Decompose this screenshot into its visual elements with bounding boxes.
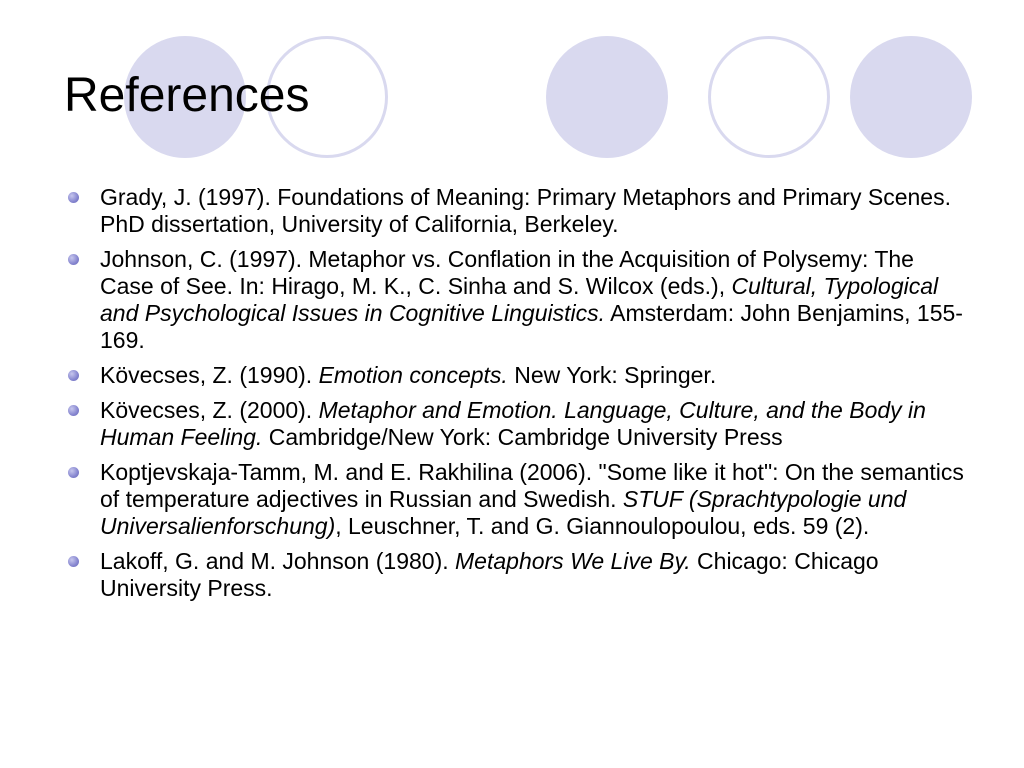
- reference-item: [68, 184, 968, 238]
- reference-item: [68, 459, 968, 540]
- decorative-circle-5: [850, 36, 972, 158]
- reference-item: [68, 362, 968, 389]
- bullet-icon: [68, 370, 79, 381]
- slide-title: References: [64, 69, 310, 122]
- reference-italic-segment: STUF (Sprachtypologie und Universalienforschung): [100, 486, 907, 539]
- bullet-icon: [68, 254, 79, 265]
- bullet-icon: [68, 192, 79, 203]
- reference-segment: New York: Springer.: [507, 362, 717, 388]
- reference-text: [100, 459, 964, 539]
- reference-italic-segment: Metaphors We Live By.: [455, 548, 691, 574]
- bullet-icon: [68, 467, 79, 478]
- reference-segment: Grady, J. (1997). Foundations of Meaning: Primary Metaphors and Primary Scenes. PhD dissertation, University of California, Berkeley.: [100, 184, 951, 237]
- decorative-circle-4: [708, 36, 830, 158]
- reference-list: [68, 184, 968, 610]
- reference-italic-segment: Cultural, Typological and Psychological Issues in Cognitive Linguistics.: [100, 273, 939, 326]
- reference-text: [100, 184, 951, 237]
- bullet-icon: [68, 556, 79, 567]
- reference-segment: , Leuschner, T. and G. Giannoulopoulou, eds. 59 (2).: [335, 513, 870, 539]
- reference-segment: Amsterdam: John Benjamins, 155-169.: [100, 300, 963, 353]
- reference-item: [68, 397, 968, 451]
- reference-segment: Cambridge/New York: Cambridge University Press: [262, 424, 783, 450]
- reference-text: [100, 246, 963, 353]
- reference-text: [100, 362, 716, 388]
- reference-italic-segment: Emotion concepts.: [318, 362, 508, 388]
- reference-text: [100, 397, 926, 450]
- decorative-circle-3: [546, 36, 668, 158]
- bullet-icon: [68, 405, 79, 416]
- reference-segment: Johnson, C. (1997). Metaphor vs. Conflation in the Acquisition of Polysemy: The Case of See. In: Hirago, M. K., C. Sinha and S. Wilcox (eds.),: [100, 246, 914, 299]
- reference-italic-segment: Metaphor and Emotion. Language, Culture, and the Body in Human Feeling.: [100, 397, 926, 450]
- reference-segment: Chicago: Chicago University Press.: [100, 548, 879, 601]
- reference-segment: Kövecses, Z. (2000).: [100, 397, 319, 423]
- reference-segment: Lakoff, G. and M. Johnson (1980).: [100, 548, 456, 574]
- reference-item: [68, 246, 968, 354]
- reference-item: [68, 548, 968, 602]
- reference-text: [100, 548, 879, 601]
- reference-segment: Koptjevskaja-Tamm, M. and E. Rakhilina (2006). "Some like it hot": On the semantics of temperature adjectives in Russian and Swedish.: [100, 459, 964, 512]
- reference-segment: Kövecses, Z. (1990).: [100, 362, 319, 388]
